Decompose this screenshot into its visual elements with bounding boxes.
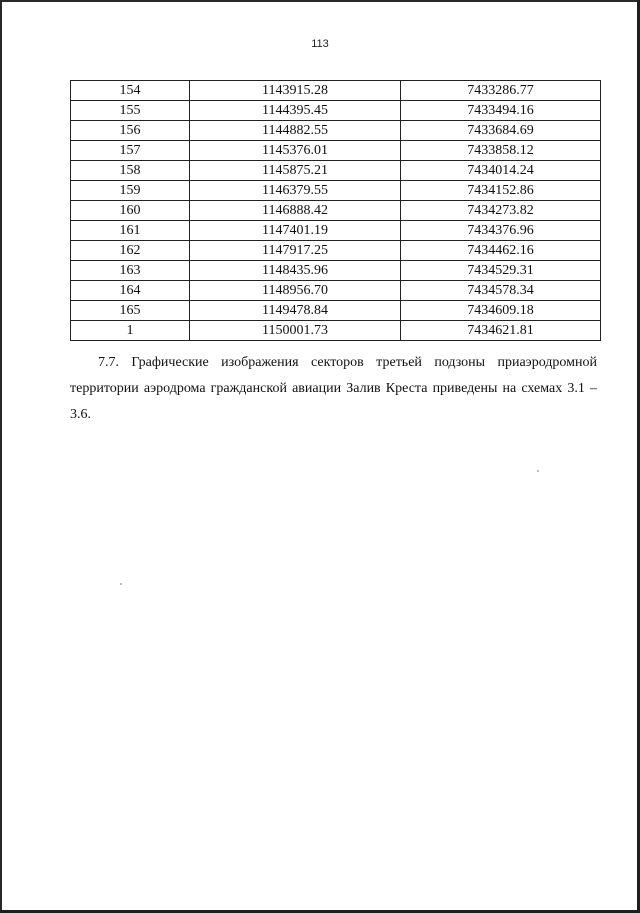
point-number-cell: 165 (71, 301, 190, 321)
table-row (71, 121, 601, 141)
section-paragraph (70, 350, 597, 428)
scan-speck (537, 470, 539, 472)
point-number-cell: 154 (71, 81, 190, 101)
y-coordinate-cell: 7434609.18 (401, 301, 601, 321)
x-coordinate-cell: 1150001.73 (190, 321, 401, 341)
y-coordinate-cell: 7434152.86 (401, 181, 601, 201)
scan-edge-left (0, 0, 2, 913)
table-row (71, 101, 601, 121)
point-number-cell: 159 (71, 181, 190, 201)
point-number-cell: 156 (71, 121, 190, 141)
x-coordinate-cell: 1147401.19 (190, 221, 401, 241)
x-coordinate-cell: 1145376.01 (190, 141, 401, 161)
scan-speck (120, 583, 122, 585)
point-number-cell: 155 (71, 101, 190, 121)
x-coordinate-cell: 1145875.21 (190, 161, 401, 181)
x-coordinate-cell: 1147917.25 (190, 241, 401, 261)
point-number-cell: 162 (71, 241, 190, 261)
table-row (71, 241, 601, 261)
y-coordinate-cell: 7434014.24 (401, 161, 601, 181)
table-row (71, 321, 601, 341)
table-row (71, 161, 601, 181)
point-number-cell: 163 (71, 261, 190, 281)
table-row (71, 141, 601, 161)
x-coordinate-cell: 1149478.84 (190, 301, 401, 321)
scan-edge-top (0, 0, 640, 2)
y-coordinate-cell: 7433684.69 (401, 121, 601, 141)
point-number-cell: 157 (71, 141, 190, 161)
table-row (71, 221, 601, 241)
y-coordinate-cell: 7434462.16 (401, 241, 601, 261)
y-coordinate-cell: 7433858.12 (401, 141, 601, 161)
coordinates-table (70, 80, 601, 341)
x-coordinate-cell: 1148435.96 (190, 261, 401, 281)
y-coordinate-cell: 7433286.77 (401, 81, 601, 101)
page-number: 113 (311, 38, 329, 50)
table-row (71, 281, 601, 301)
x-coordinate-cell: 1146379.55 (190, 181, 401, 201)
x-coordinate-cell: 1146888.42 (190, 201, 401, 221)
table-row (71, 301, 601, 321)
y-coordinate-cell: 7434529.31 (401, 261, 601, 281)
y-coordinate-cell: 7434376.96 (401, 221, 601, 241)
table-row (71, 201, 601, 221)
point-number-cell: 161 (71, 221, 190, 241)
table-row (71, 81, 601, 101)
y-coordinate-cell: 7434273.82 (401, 201, 601, 221)
point-number-cell: 160 (71, 201, 190, 221)
coordinates-table-body (71, 81, 601, 341)
point-number-cell: 1 (71, 321, 190, 341)
paragraph-text: 7.7. Графические изображения секторов третьей подзоны приаэродромной территории аэродрома гражданской авиации Залив Креста приведены на схемах 3.1 – 3.6. (70, 355, 597, 422)
x-coordinate-cell: 1144395.45 (190, 101, 401, 121)
y-coordinate-cell: 7434578.34 (401, 281, 601, 301)
point-number-cell: 164 (71, 281, 190, 301)
x-coordinate-cell: 1143915.28 (190, 81, 401, 101)
x-coordinate-cell: 1148956.70 (190, 281, 401, 301)
y-coordinate-cell: 7434621.81 (401, 321, 601, 341)
x-coordinate-cell: 1144882.55 (190, 121, 401, 141)
table-row (71, 181, 601, 201)
y-coordinate-cell: 7433494.16 (401, 101, 601, 121)
table-row (71, 261, 601, 281)
point-number-cell: 158 (71, 161, 190, 181)
